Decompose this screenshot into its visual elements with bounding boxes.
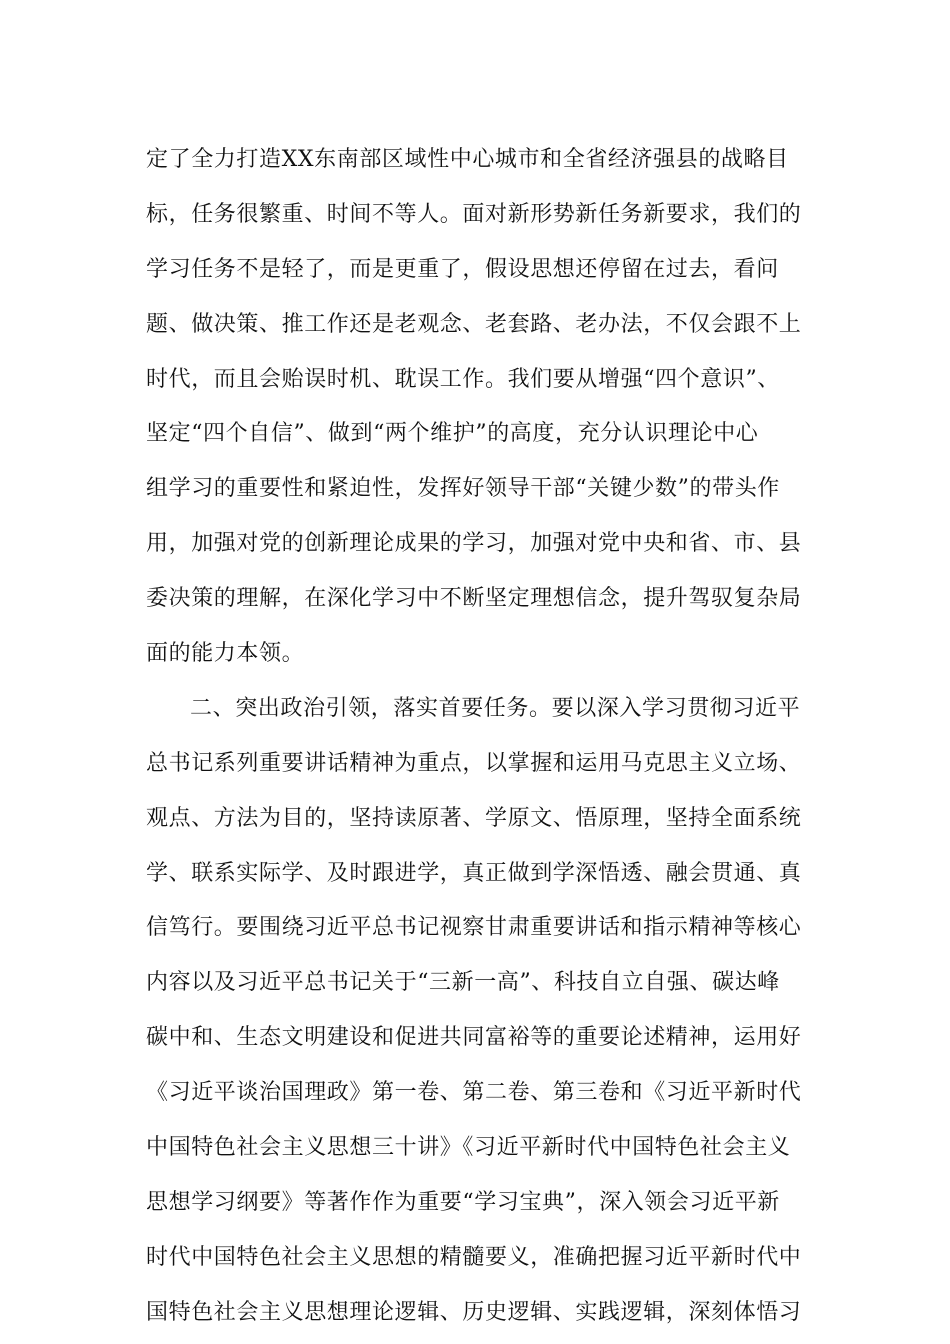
text-line: 面的能力本领。 <box>146 641 305 667</box>
text-line: 学习任务不是轻了，而是更重了，假设思想还停留在过去，看问 <box>146 256 779 282</box>
text-line: 标，任务很繁重、时间不等人。面对新形势新任务新要求，我们的 <box>146 201 802 227</box>
text-line: 坚定“四个自信”、做到“两个维护”的高度，充分认识理论中心 <box>146 421 759 447</box>
text-line: 观点、方法为目的，坚持读原著、学原文、悟原理，坚持全面系统 <box>146 805 802 831</box>
text-line: 题、做决策、推工作还是老观念、老套路、老办法，不仅会跟不上 <box>146 311 802 337</box>
section-heading-line: 二、突出政治引领，落实首要任务。要以深入学习贯彻习近平 <box>190 695 801 721</box>
text-line: 总书记系列重要讲话精神为重点，以掌握和运用马克思主义立场、 <box>146 750 802 776</box>
text-line: 委决策的理解，在深化学习中不断坚定理想信念，提升驾驭复杂局 <box>146 586 802 612</box>
text-line: 《习近平谈治国理政》第一卷、第二卷、第三卷和《习近平新时代 <box>146 1080 802 1106</box>
text-line: 组学习的重要性和紧迫性，发挥好领导干部“关键少数”的带头作 <box>146 476 780 502</box>
body-text <box>146 133 806 1341</box>
text-line: 时代，而且会贻误时机、耽误工作。我们要从增强“四个意识”、 <box>146 366 780 392</box>
text-line: 内容以及习近平总书记关于“三新一高”、科技自立自强、碳达峰 <box>146 970 780 996</box>
text-line: 碳中和、生态文明建设和促进共同富裕等的重要论述精神，运用好 <box>146 1025 802 1051</box>
text-line: 思想学习纲要》等著作作为重要“学习宝典”，深入领会习近平新 <box>146 1189 780 1215</box>
text-line: 用，加强对党的创新理论成果的学习，加强对党中央和省、市、县 <box>146 531 802 557</box>
text-line: 信笃行。要围绕习近平总书记视察甘肃重要讲话和指示精神等核心 <box>146 915 802 941</box>
text-line: 国特色社会主义思想理论逻辑、历史逻辑、实践逻辑，深刻体悟习 <box>146 1299 802 1325</box>
text-line: 中国特色社会主义思想三十讲》《习近平新时代中国特色社会主义 <box>146 1135 791 1161</box>
text-line: 定了全力打造XX东南部区域性中心城市和全省经济强县的战略目 <box>146 147 789 172</box>
text-line: 学、联系实际学、及时跟进学，真正做到学深悟透、融会贯通、真 <box>146 860 802 886</box>
text-line: 时代中国特色社会主义思想的精髓要义，准确把握习近平新时代中 <box>146 1244 802 1270</box>
